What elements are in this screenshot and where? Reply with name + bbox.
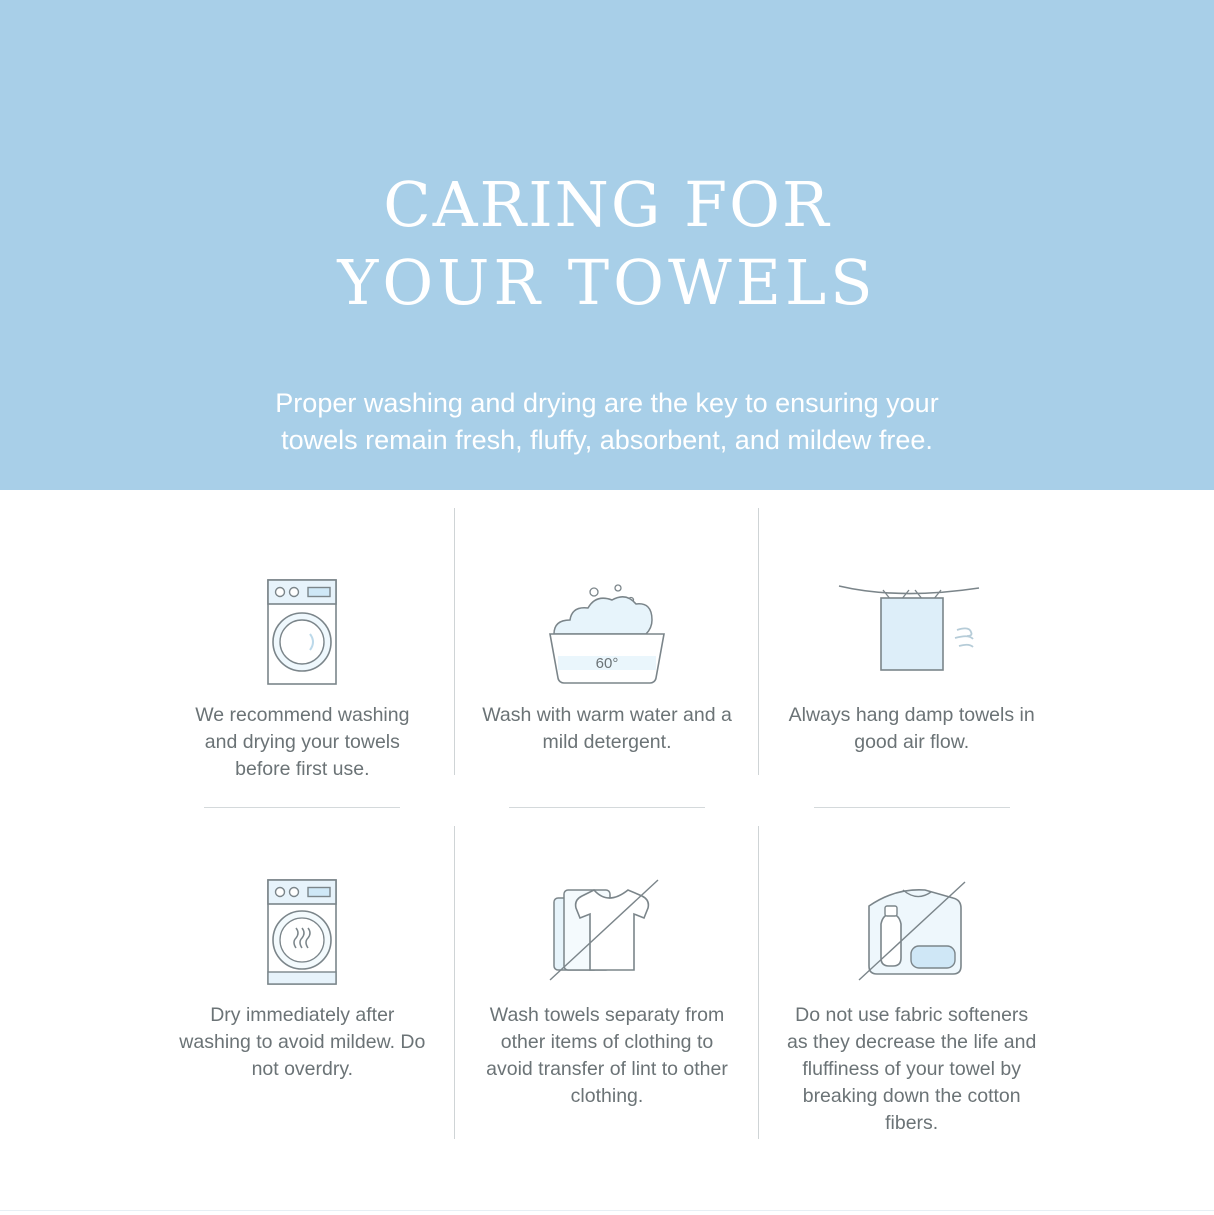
no-mixed-laundry-icon: [542, 868, 672, 988]
tips-row-2: [0, 808, 1214, 1157]
hanging-towel-airflow-icon: [837, 568, 987, 688]
wash-basin-warm-water-icon: [532, 568, 682, 688]
tip-card-3: [759, 490, 1064, 793]
tips-row-1: [0, 490, 1214, 793]
no-fabric-softener-icon: [847, 868, 977, 988]
washing-machine-icon: [254, 568, 350, 688]
footer-divider: [0, 1210, 1214, 1211]
page-title-line-1: CARING FOR: [383, 167, 831, 241]
page-title-line-2: YOUR TOWELS: [337, 245, 877, 319]
hero-banner: [0, 0, 1214, 490]
page-title: [337, 166, 876, 322]
tip-card-4: [150, 808, 455, 1157]
tumble-dryer-icon: [254, 868, 350, 988]
svg-text:60°: 60°: [595, 655, 619, 672]
page-subtitle: Proper washing and drying are the key to ensuring your towels remain fresh, fluffy, absorbent, and mildew free.: [275, 388, 939, 456]
tip-card-5: [455, 808, 760, 1157]
tip-card-6: [759, 808, 1064, 1157]
tip-text-1: We recommend washing and drying your towels before first use.: [195, 704, 410, 780]
tip-text-6: Do not use fabric softeners as they decrease the life and fluffiness of your towel by breaking down the cotton fibers.: [787, 1004, 1037, 1134]
tip-card-2: [455, 490, 760, 793]
tip-text-5: Wash towels separaty from other items of clothing to avoid transfer of lint to other clothing.: [486, 1004, 728, 1107]
tip-text-2: Wash with warm water and a mild detergent.: [482, 704, 732, 753]
tip-text-3: Always hang damp towels in good air flow.: [788, 704, 1035, 753]
tip-card-1: [150, 490, 455, 793]
tip-text-4: Dry immediately after washing to avoid mildew. Do not overdry.: [179, 1004, 426, 1080]
